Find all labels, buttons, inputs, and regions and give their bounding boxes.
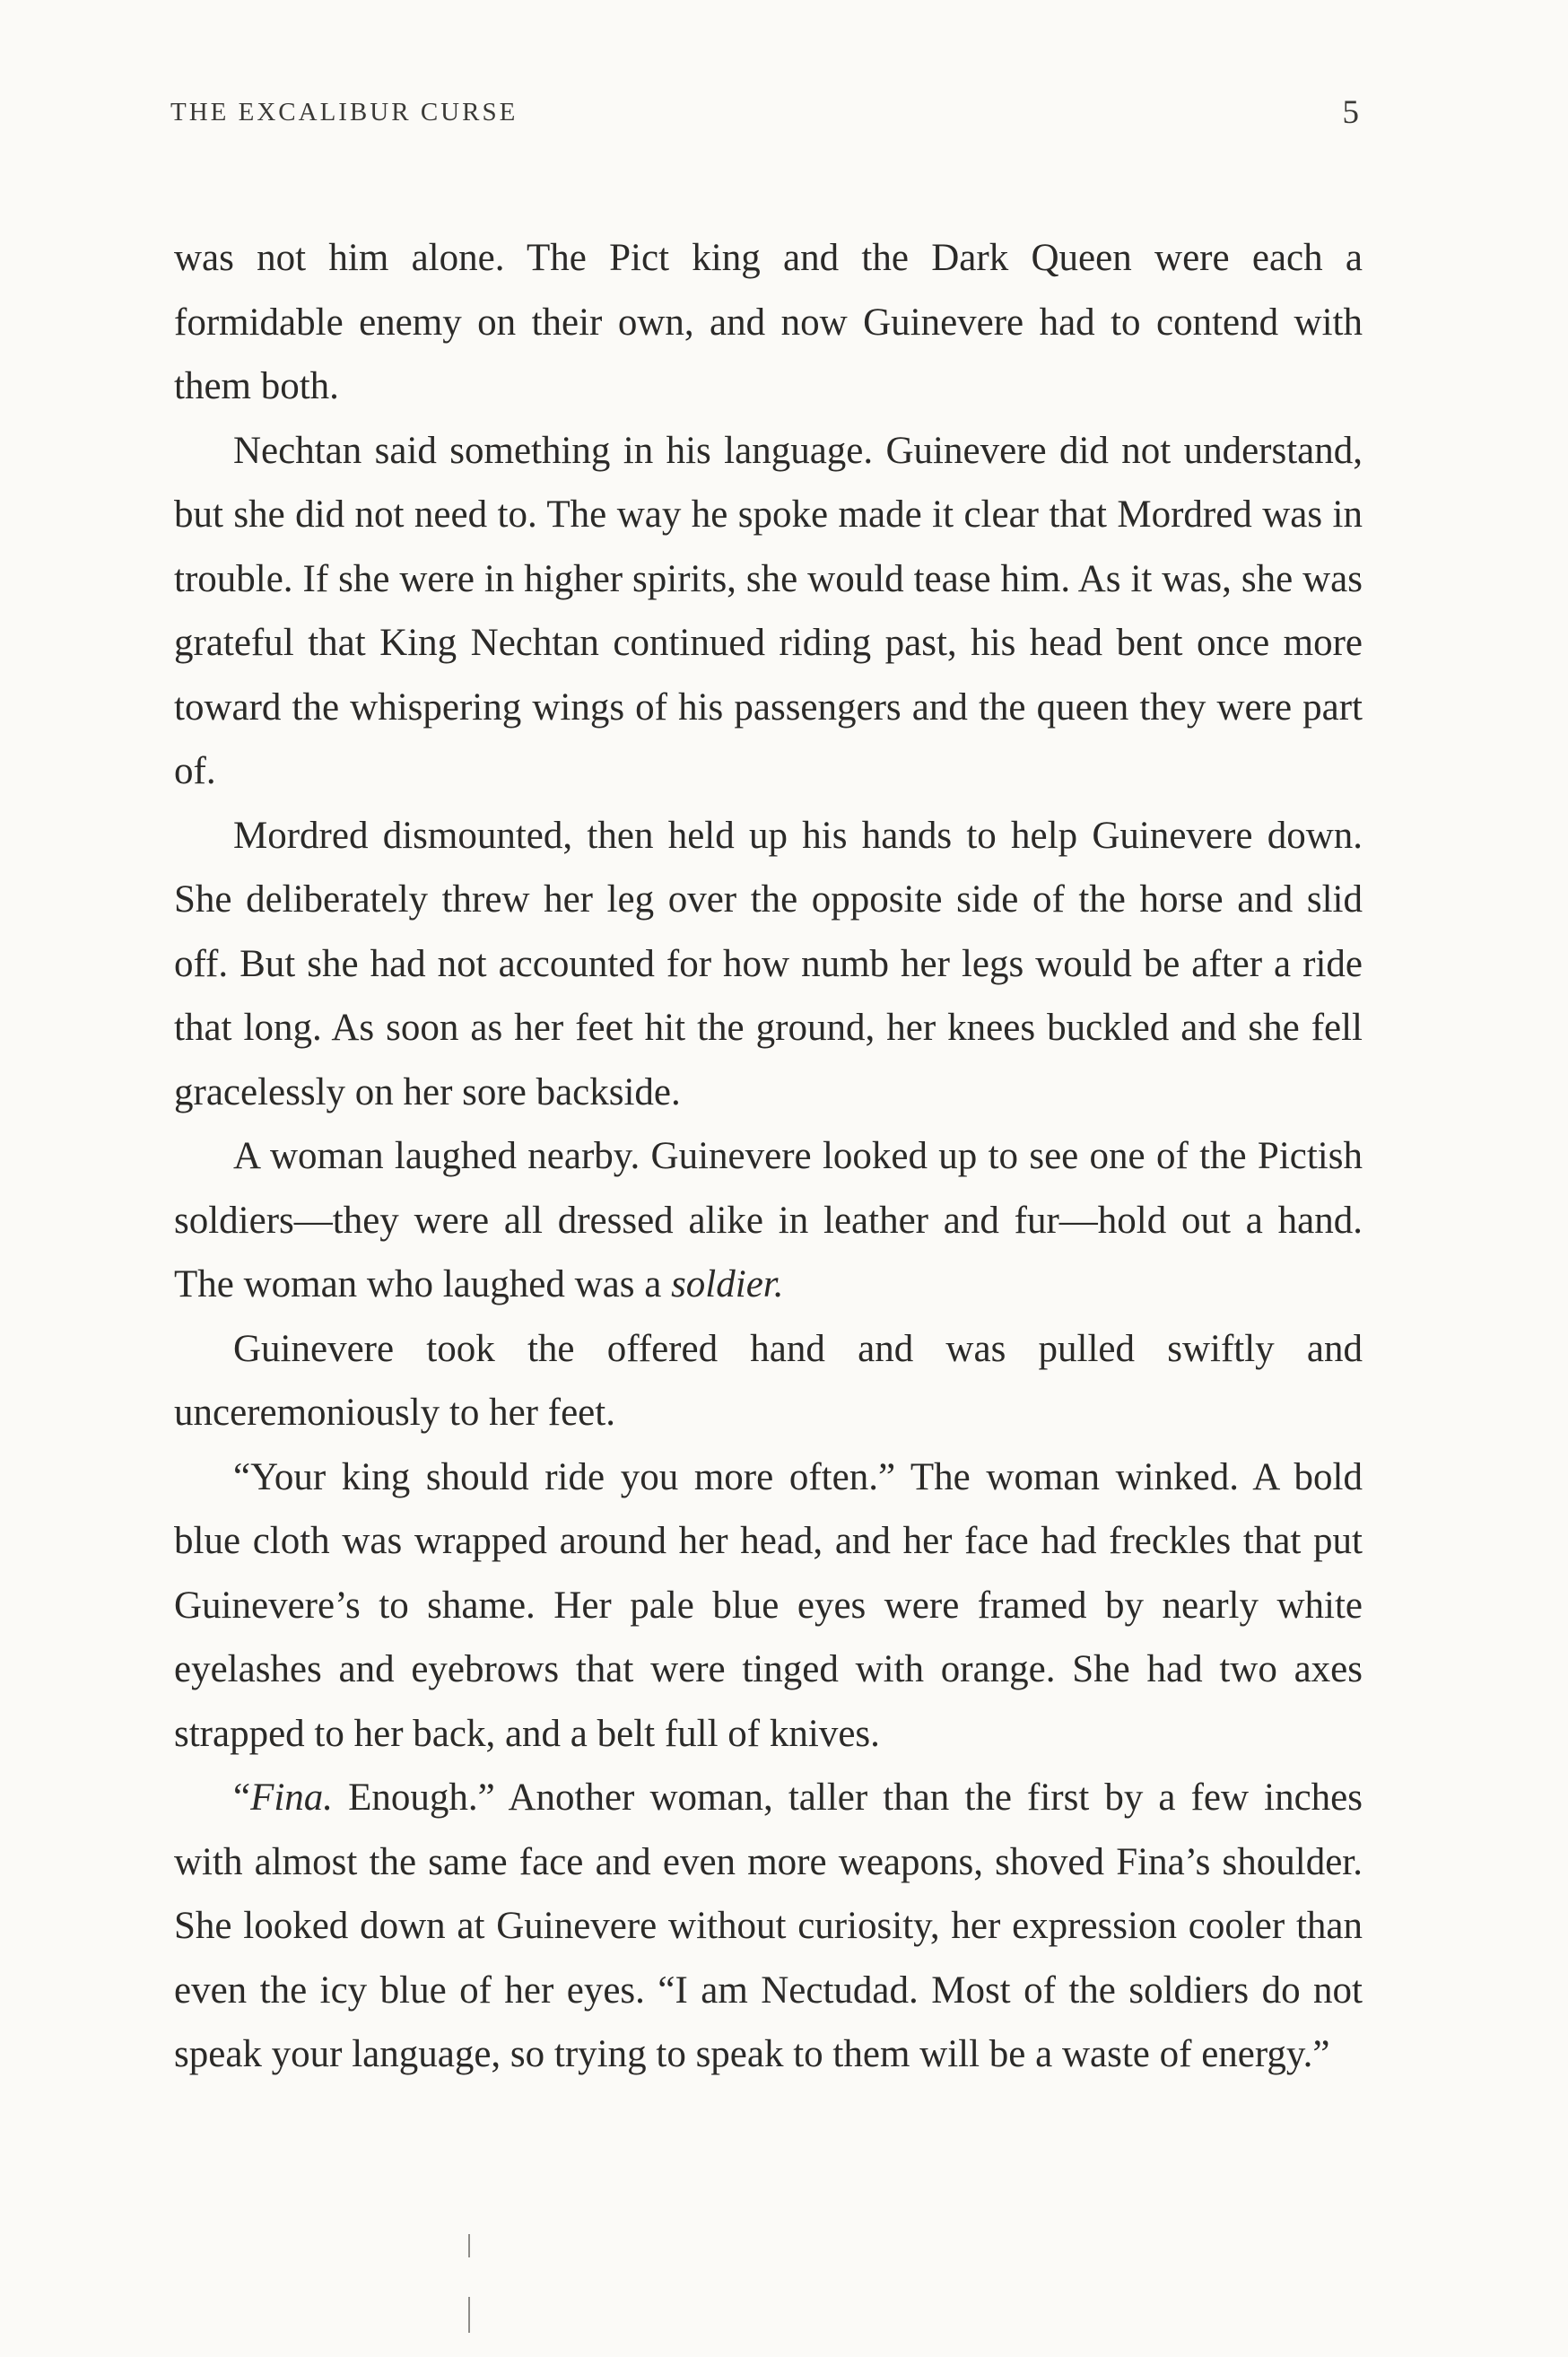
scan-mark [468,2297,470,2333]
scan-mark [468,2234,470,2257]
book-title: THE EXCALIBUR CURSE [170,97,518,127]
paragraph: Nechtan said something in his language. Guinevere did not understand, but she did not need to. The way he spoke made it clear that Mordred was in trouble. If she were in higher spirits, she would tease him. As it was, she was grateful that King Nechtan continued riding past, his head bent once more toward the whispering wings of his passengers and the queen they were part of. [174,429,1363,792]
paragraph-text: A woman laughed nearby. Guinevere looked up to see one of the Pictish soldiers—they were all dressed alike in leather and fur—hold out a hand. The woman who laughed was a [174,1135,1363,1305]
paragraph-text: Enough.” Another woman, taller than the first by a few inches with almost the same face and even more weapons, shoved Fina’s shoulder. She looked down at Guinevere without curiosity, her expression cooler than even the icy blue of her eyes. “I am Nectudad. Most of the soldiers do not speak your language, so trying to speak to them will be a waste of energy.” [174,1776,1363,2075]
paragraph: was not him alone. The Pict king and the Dark Queen were each a formidable enemy on their own, and now Guinevere had to contend with them both. [174,237,1363,407]
paragraph: Mordred dismounted, then held up his hands to help Guinevere down. She deliberately threw her leg over the opposite side of the horse and slid off. But she had not accounted for how numb her legs would be after a ride that long. As soon as her feet hit the ground, her knees buckled and she fell gracelessly on her sore backside. [174,814,1363,1113]
emphasis-text: Fina. [250,1776,334,1819]
paragraph [174,1124,1363,1317]
running-head [170,90,1359,135]
emphasis-text: soldier. [671,1263,784,1305]
page-number: 5 [1342,93,1359,131]
body-text [174,226,1363,2087]
paragraph: “Your king should ride you more often.” The woman winked. A bold blue cloth was wrapped around her head, and her face had freckles that put Guinevere’s to shame. Her pale blue eyes were framed by nearly white eyelashes and eyebrows that were tinged with orange. She had two axes strapped to her back, and a belt full of knives. [174,1455,1363,1755]
paragraph [174,1766,1363,2087]
paragraph: Guinevere took the offered hand and was pulled swiftly and unceremoniously to her feet. [174,1327,1363,1434]
paragraph-text: “ [233,1776,251,1819]
